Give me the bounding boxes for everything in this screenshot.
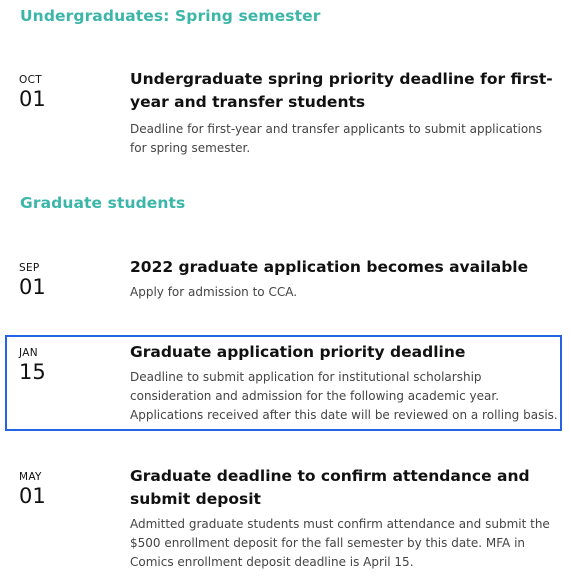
event-day: 15 (19, 360, 46, 384)
event-title: Graduate application priority deadline (130, 343, 466, 361)
event-month: OCT (19, 74, 42, 86)
section-title-graduate-students: Graduate students (20, 194, 186, 212)
event-description: Admitted graduate students must confirm attendance and submit the $500 enrollment deposit for the fall semester by this date. MFA in Comics enrollment deposit deadline is April 15. (130, 517, 550, 569)
event-description: Deadline to submit application for institutional scholarship consideration and admission for the following academic year. Applications received after this date will be reviewed on a rolling basis. (130, 370, 558, 422)
event-month: SEP (19, 262, 40, 274)
event-month: JAN (19, 347, 38, 359)
event-description: Apply for admission to CCA. (130, 285, 298, 299)
event-date (19, 470, 109, 508)
event-title: Undergraduate spring priority deadline for first-year and transfer students (130, 70, 553, 111)
event-date (19, 73, 109, 111)
event-date (19, 261, 109, 299)
event-month: MAY (19, 471, 42, 483)
event-day: 01 (19, 484, 46, 508)
event-title: Graduate deadline to confirm attendance and submit deposit (130, 467, 530, 508)
event-day: 01 (19, 87, 46, 111)
section-title-undergraduates: Undergraduates: Spring semester (20, 7, 321, 25)
event-title: 2022 graduate application becomes available (130, 258, 529, 276)
event-date (19, 346, 109, 384)
event-day: 01 (19, 275, 46, 299)
event-description: Deadline for first-year and transfer applicants to submit applications for spring semester. (130, 122, 543, 155)
